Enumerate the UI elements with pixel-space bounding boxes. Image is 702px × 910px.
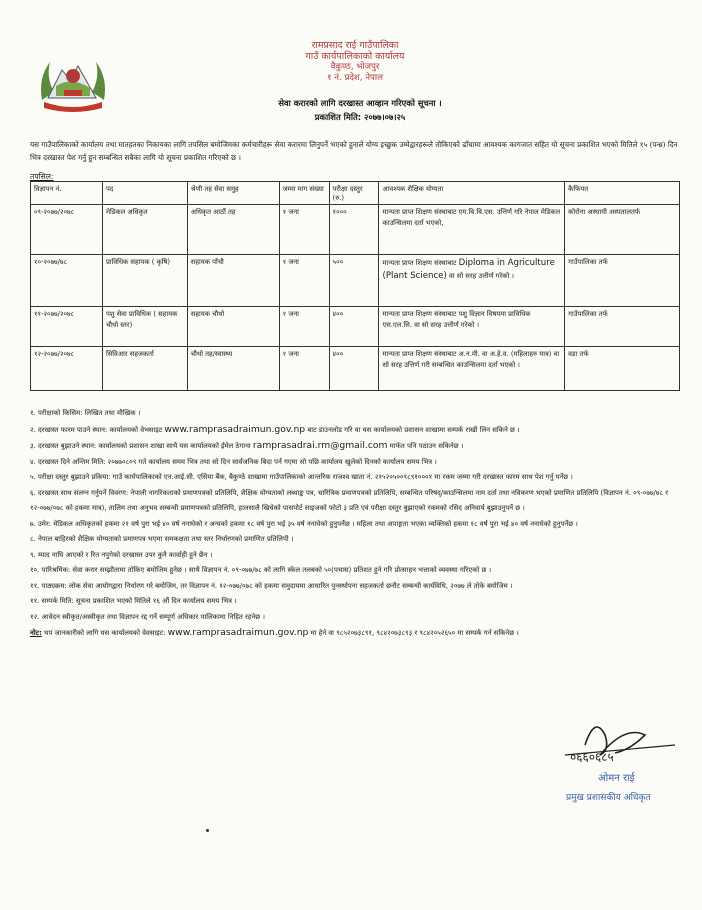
cell-ad-no: ०९-२०७७/२०७८ <box>31 205 103 255</box>
col-ad-no: विज्ञापन नं. <box>31 182 103 205</box>
col-level: श्रेणी तह सेवा समुह <box>187 182 279 205</box>
intro-paragraph: यस गाउँपालिकाको कार्यालय तथा मातहतका निकायका लागि तपसिल बमोजिमका कर्मचारीहरू सेवा करारमा लिनुपर्ने भएको हुनाले योग्य इच्छुक उम्मेद्वारहरूले तोकिएको ढाँचामा आवश्यक कागजात सहित यो सूचना प्रकाशित भएको मितिले १५ (पन्ध्र) दिन भित्र दरखास्त पेश गर्नु हुन सम्बन्धित सबैका लागि यो सूचना प्रकाशित गरिएको छ । <box>30 140 678 162</box>
cell-level: अधिकृत आठौं तह <box>187 205 279 255</box>
note-item: ११. पाठ्यक्रम: लोक सेवा आयोगद्वारा निर्धारण गरे बमोजिम, तर विज्ञापन नं. १२-०७७/०७८ को हकमा समुदायमा आधारित पुनर्स्थापना सहजकर्ता छनौट सम्बन्धी कार्यविधि, २०७७ ले तोके बमोजिम । <box>30 581 513 590</box>
note-item: ९. म्याद नाघि आएको र रित नपुगेको दरखास्त उपर कुनै कार्वाही हुने छैन । <box>30 550 213 559</box>
scan-speck <box>206 829 209 832</box>
cell-qualification: मान्यता प्राप्त शिक्षण संस्थाबाट पशु विज्ञान विषयमा प्राविधिक एस.एल.सि. वा सो सरह उत्तीर्ण गरेको । <box>379 307 565 347</box>
note-text: मार्फत पनि पठाउन सकिनेछ । <box>389 442 464 450</box>
table-row <box>31 205 680 255</box>
note-text: थप जानकारीको लागि यस कार्यालयको वेवसाइट: <box>44 629 166 637</box>
note-item: ६. दरखास्त साथ संलग्न गर्नुपर्ने विवरण: नेपाली नागरिकताको प्रमाणपत्रको प्रतिलिपि, शैक्षिक योग्यताको लब्धाङ्क पत्र, चारित्रिक प्रमाणपत्रको प्रतिलिपि, सम्बन्धित परिषद्/काउन्सिलमा नाम दर्ता तथा नविकरण भएको प्रमाणित प्रतिलिपि (विज्ञापन नं. ०९-०७७/७८ र १२-०७७/०७८ को हकमा मात्र), तालिम तथा अनुभव सम्बन्धी प्रमाणपत्रको प्रतिलिपि, हालसालै खिचेको पासपोर्ट साइजको फोटो ३ प्रति एवं परीक्षा दस्तुर बुझाएको रकमको रसिद अनिवार्य बुझाउनुपर्ने छ । <box>30 488 669 512</box>
cell-fee: ४०० <box>329 347 379 391</box>
cell-fee: ५०० <box>329 255 379 307</box>
table-label: तपसिल: <box>30 172 54 181</box>
signatory-name: ओमन राई <box>598 773 635 784</box>
note-item: १२. आवेदन स्वीकृत/अस्वीकृत तथा विज्ञापन रद्द गर्ने सम्पूर्ण अधिकार पालिकामा निहित रहनेछ । <box>30 612 265 621</box>
qualification-tail: वा सो सरह उत्तीर्ण गरेको । <box>449 272 514 280</box>
cell-level: सहायक चौथो <box>187 307 279 347</box>
note-text: ३. दरखास्त बुझाउने स्थान: कार्यालयको प्रशासन शाखा साथै यस कार्यालयको ईमेल ठेगाना <box>30 442 251 450</box>
cell-qualification: मान्यता प्राप्त शिक्षण संस्थाबाट एम.बि.बि.एस. उत्तिर्ण गरि नेपाल मेडिकल काउन्सिलमा दर्ता भएको, <box>379 205 565 255</box>
website-link[interactable]: www.ramprasadraimun.gov.np <box>164 423 306 435</box>
col-qualification: आवश्यक शैक्षिक योग्यता <box>379 182 565 205</box>
cell-qualification <box>379 255 565 307</box>
note-item: ७. उमेर: मेडिकल अधिकृतको हकमा २१ वर्ष पुरा भई ४० वर्ष ननाघेको र अन्यको हकमा १८ वर्ष पुरा भई ३५ वर्ष ननाघेको हुनुपर्नेछ । महिला तथा अपाङ्गता भएका व्यक्तिको हकमा १८ वर्ष पुरा भई ४० वर्ष ननाघेको हुनुपर्नेछ । <box>30 519 578 528</box>
nepal-emblem-icon <box>36 48 110 114</box>
cell-post: पशु सेवा प्राविधिक ( सहायक चौथो स्तर) <box>102 307 187 347</box>
cell-count: १ जना <box>279 205 329 255</box>
col-count: जम्मा माग संख्या <box>279 182 329 205</box>
cell-post: मेडिकल अधिकृत <box>102 205 187 255</box>
cell-count: १ जना <box>279 347 329 391</box>
qualification-english: Diploma in Agriculture (Plant Science) <box>382 258 555 281</box>
cell-ad-no: १२-२०७७/२०७८ <box>31 347 103 391</box>
note-label: नोट: <box>30 629 42 637</box>
province-line: १ नं. प्रदेश, नेपाल <box>327 73 383 83</box>
note-item: ५. परीक्षा दस्तुर बुझाउने प्रकिया: गाउँ कार्यपालिकाको एन.आई.सी. एसिया बैंक, बैकुण्ठे शाखामा गाउँपालिकाको आन्तरिक राजश्व खाता नं. २१५२०५००९८९१०००१ मा रकम जम्मा गरी दरखास्त फारम साथ पेश गर्नु पर्नेछ । <box>30 473 573 481</box>
note-item <box>30 625 690 642</box>
cell-count: १ जना <box>279 255 329 307</box>
cell-remarks: कोरोना अस्थायी अस्पतालतर्फ <box>565 205 680 255</box>
office-location: वैकुण्ठ, भोजपुर <box>330 62 380 72</box>
cell-ad-no: १०-२०७७/७८ <box>31 255 103 307</box>
note-text: बाट डाउनलोड गरि वा यस कार्यालयको प्रशासन शाखामा सम्पर्क राखी लिन सकिने छ । <box>307 425 520 434</box>
table-header-row <box>31 182 680 205</box>
col-fee: परीक्षा दस्तुर (रु.) <box>329 182 379 205</box>
municipality-name: रामप्रसाद राई गाउँपालिका <box>311 40 399 51</box>
note-item: १०. पारिश्रमिक: सेवा करार सम्झौतामा तोकिए बमोजिम हुनेछ । साथै विज्ञापन नं. ०९-०७७/७८ को लागि स्केल तलबको ५०(पचास) प्रतिशत हुने गरि प्रोत्साहन भत्ताको व्यवस्था गरिएको छ । <box>30 566 492 574</box>
cell-ad-no: ११-२०७७/२०७८ <box>31 307 103 347</box>
notes-list <box>30 406 690 642</box>
note-item: १. परीक्षाको किसिम: लिखित तथा मौखिक । <box>30 409 141 417</box>
note-item: ११. सम्पर्क मिति: सूचना प्रकाशित भएको मितिले १६ औं दिन कार्यालय समय भित्र । <box>30 597 237 605</box>
note-item <box>30 438 690 455</box>
note-text: २. दरखास्त फारम पाउने स्थान: कार्यालयको वेभसाइट <box>30 425 163 434</box>
table-row <box>31 347 680 391</box>
cell-remarks: गाउँपालिका तर्फ <box>565 255 680 307</box>
signatory-designation: प्रमुख प्रशासकीय अधिकृत <box>566 793 651 803</box>
notice-title: सेवा करारको लागि दरखास्त आव्हान गरिएको सूचना । <box>278 98 442 108</box>
col-remarks: कैफियत <box>565 182 680 205</box>
cell-fee: ४०० <box>329 307 379 347</box>
note-text: मा हेर्न वा ९८५२०७३८९१, ९८४२०७३८९३ र ९८४२०५२६५० मा सम्पर्क गर्न सकिनेछ । <box>310 629 519 637</box>
vacancy-table <box>30 181 680 391</box>
office-header <box>230 40 480 84</box>
cell-post: सिविआर सहजकर्ता <box>102 347 187 391</box>
email-link[interactable]: ramprasadrai.rm@gmail.com <box>252 440 388 451</box>
cell-remarks: वडा तर्फ <box>565 347 680 391</box>
cell-remarks: गाउँपालिका तर्फ <box>565 307 680 347</box>
signature-number: ०६६०६८५ <box>570 750 614 764</box>
publish-date: प्रकाशित मिति: २०७७।०७।२५ <box>314 112 406 122</box>
table-row <box>31 307 680 347</box>
cell-level: चौथो तह/स्वास्थ्य <box>187 347 279 391</box>
note-item: ८. नेपाल बाहिरको शैक्षिक योग्यताको प्रमाणपत्र भएमा समकक्षता तथा स्तर निर्धारणको प्रमाणित प्रतिलिपी । <box>30 535 294 543</box>
website-link[interactable]: www.ramprasadraimun.gov.np <box>167 627 309 638</box>
col-post: पद <box>102 182 187 205</box>
table-row <box>31 255 680 307</box>
note-item: ४. दरखास्त दिने अन्तिम मिति: २०७७०८०९ गते कार्यालय समय भित्र तथा सो दिन सार्वजनिक बिदा पर्न गएमा सो पछि कार्यालय खुलेको दिनको कार्यालय समय भित्र । <box>30 457 437 466</box>
office-name: गाउँ कार्यपालिकाको कार्यालय <box>305 51 405 62</box>
cell-fee: १००० <box>329 205 379 255</box>
cell-count: १ जना <box>279 307 329 347</box>
cell-qualification: मान्यता प्राप्त शिक्षण संस्थाबाट अ.न.मी. वा अ.हे.व. (महिलाहरु मात्र) वा सो सरह उत्तिर्ण गरी सम्बन्धित काउन्सिलमा दर्ता भएको । <box>379 347 565 391</box>
qualification-text: मान्यता प्राप्त शिक्षण संस्थाबाट <box>382 259 457 267</box>
cell-level: सहायक पाँचौ <box>187 255 279 307</box>
note-item <box>30 422 690 439</box>
cell-post: प्राविधिक सहायक ( कृषि) <box>102 255 187 307</box>
